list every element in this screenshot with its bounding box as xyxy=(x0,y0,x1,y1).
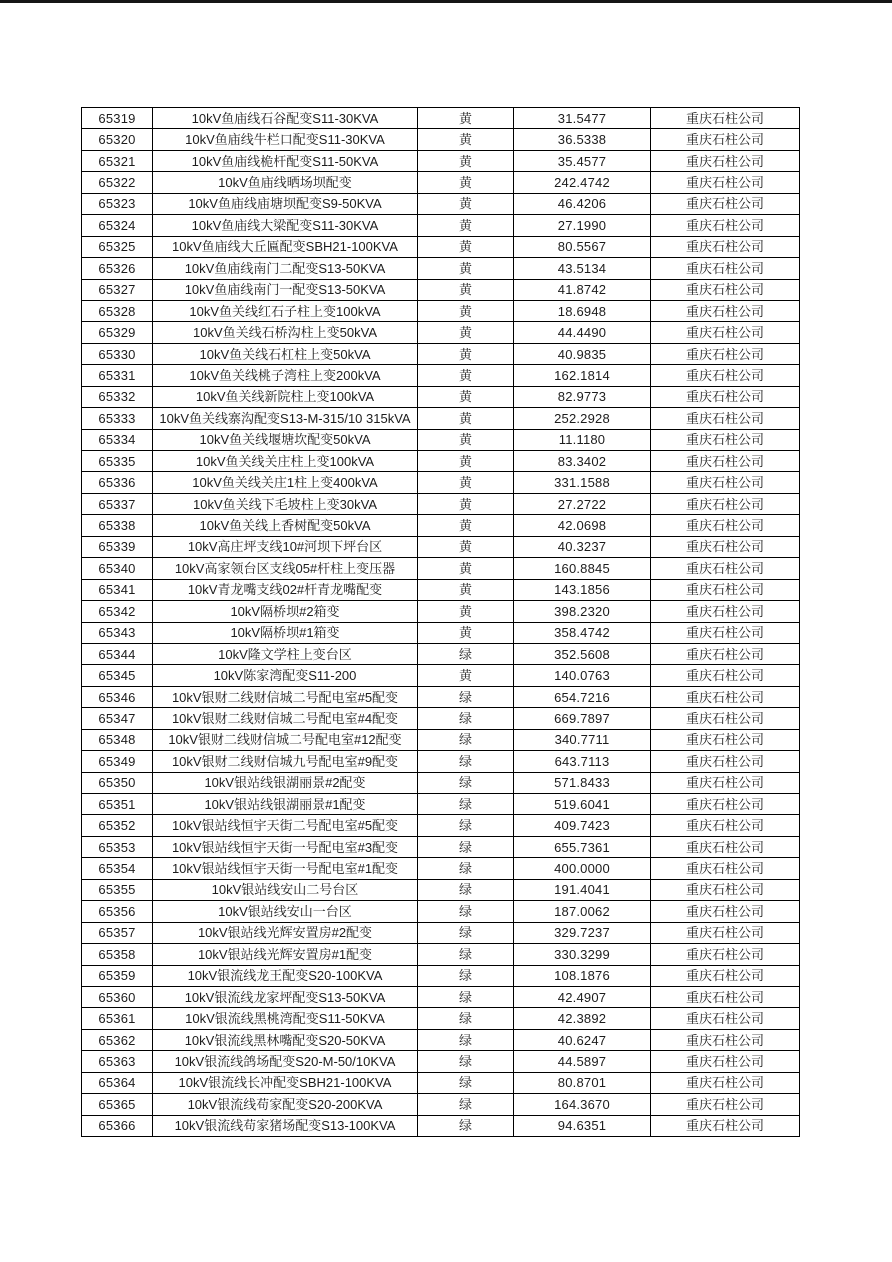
cell-id: 65348 xyxy=(82,729,153,750)
cell-id: 65347 xyxy=(82,708,153,729)
cell-name: 10kV鱼关线红石子柱上变100kVA xyxy=(153,300,418,321)
cell-value: 82.9773 xyxy=(514,386,651,407)
cell-company: 重庆石柱公司 xyxy=(651,365,800,386)
cell-status: 黄 xyxy=(418,451,514,472)
table-row xyxy=(82,193,800,214)
cell-value: 41.8742 xyxy=(514,279,651,300)
table-row xyxy=(82,300,800,321)
cell-id: 65343 xyxy=(82,622,153,643)
cell-company: 重庆石柱公司 xyxy=(651,901,800,922)
table-row xyxy=(82,429,800,450)
cell-name: 10kV鱼关线堰塘坎配变50kVA xyxy=(153,429,418,450)
cell-name: 10kV鱼关线石桥沟柱上变50kVA xyxy=(153,322,418,343)
table-row xyxy=(82,558,800,579)
cell-id: 65320 xyxy=(82,129,153,150)
cell-id: 65346 xyxy=(82,686,153,707)
cell-name: 10kV鱼庙线大梁配变S11-30KVA xyxy=(153,215,418,236)
cell-value: 519.6041 xyxy=(514,794,651,815)
cell-id: 65355 xyxy=(82,879,153,900)
cell-name: 10kV隆文学柱上变台区 xyxy=(153,643,418,664)
cell-status: 黄 xyxy=(418,150,514,171)
cell-id: 65356 xyxy=(82,901,153,922)
cell-value: 94.6351 xyxy=(514,1115,651,1136)
cell-value: 27.1990 xyxy=(514,215,651,236)
cell-company: 重庆石柱公司 xyxy=(651,215,800,236)
cell-name: 10kV银流线苟家配变S20-200KVA xyxy=(153,1094,418,1115)
table-row xyxy=(82,794,800,815)
table-row xyxy=(82,622,800,643)
cell-value: 43.5134 xyxy=(514,258,651,279)
cell-company: 重庆石柱公司 xyxy=(651,751,800,772)
cell-value: 40.9835 xyxy=(514,343,651,364)
cell-status: 黄 xyxy=(418,236,514,257)
cell-id: 65363 xyxy=(82,1051,153,1072)
cell-status: 黄 xyxy=(418,536,514,557)
cell-status: 绿 xyxy=(418,1008,514,1029)
cell-status: 黄 xyxy=(418,472,514,493)
cell-company: 重庆石柱公司 xyxy=(651,236,800,257)
cell-company: 重庆石柱公司 xyxy=(651,558,800,579)
table-row xyxy=(82,1094,800,1115)
cell-status: 黄 xyxy=(418,258,514,279)
cell-id: 65362 xyxy=(82,1029,153,1050)
cell-name: 10kV银流线苟家猪场配变S13-100KVA xyxy=(153,1115,418,1136)
cell-company: 重庆石柱公司 xyxy=(651,922,800,943)
cell-name: 10kV鱼庙线大丘匾配变SBH21-100KVA xyxy=(153,236,418,257)
cell-company: 重庆石柱公司 xyxy=(651,708,800,729)
cell-company: 重庆石柱公司 xyxy=(651,815,800,836)
cell-company: 重庆石柱公司 xyxy=(651,858,800,879)
cell-id: 65340 xyxy=(82,558,153,579)
cell-company: 重庆石柱公司 xyxy=(651,1072,800,1093)
cell-status: 绿 xyxy=(418,836,514,857)
cell-name: 10kV银流线龙王配变S20-100KVA xyxy=(153,965,418,986)
cell-value: 164.3670 xyxy=(514,1094,651,1115)
table-row xyxy=(82,815,800,836)
cell-value: 31.5477 xyxy=(514,108,651,129)
cell-value: 36.5338 xyxy=(514,129,651,150)
cell-status: 绿 xyxy=(418,922,514,943)
cell-company: 重庆石柱公司 xyxy=(651,322,800,343)
cell-company: 重庆石柱公司 xyxy=(651,172,800,193)
cell-value: 252.2928 xyxy=(514,408,651,429)
cell-id: 65329 xyxy=(82,322,153,343)
cell-status: 黄 xyxy=(418,322,514,343)
cell-name: 10kV银流线龙家坪配变S13-50KVA xyxy=(153,986,418,1007)
cell-id: 65322 xyxy=(82,172,153,193)
cell-id: 65364 xyxy=(82,1072,153,1093)
cell-status: 绿 xyxy=(418,1072,514,1093)
cell-name: 10kV鱼庙线南门一配变S13-50KVA xyxy=(153,279,418,300)
cell-status: 黄 xyxy=(418,429,514,450)
table-row xyxy=(82,729,800,750)
table-row xyxy=(82,172,800,193)
table-row xyxy=(82,901,800,922)
cell-name: 10kV鱼关线关庄柱上变100kVA xyxy=(153,451,418,472)
cell-company: 重庆石柱公司 xyxy=(651,686,800,707)
table-row xyxy=(82,1115,800,1136)
cell-id: 65351 xyxy=(82,794,153,815)
cell-id: 65350 xyxy=(82,772,153,793)
cell-id: 65333 xyxy=(82,408,153,429)
table-row xyxy=(82,365,800,386)
cell-status: 绿 xyxy=(418,901,514,922)
cell-id: 65360 xyxy=(82,986,153,1007)
cell-name: 10kV陈家湾配变S11-200 xyxy=(153,665,418,686)
cell-status: 黄 xyxy=(418,408,514,429)
cell-company: 重庆石柱公司 xyxy=(651,986,800,1007)
cell-company: 重庆石柱公司 xyxy=(651,108,800,129)
cell-status: 绿 xyxy=(418,986,514,1007)
cell-status: 黄 xyxy=(418,365,514,386)
cell-status: 绿 xyxy=(418,879,514,900)
cell-value: 162.1814 xyxy=(514,365,651,386)
table-row xyxy=(82,451,800,472)
cell-id: 65365 xyxy=(82,1094,153,1115)
cell-value: 331.1588 xyxy=(514,472,651,493)
cell-status: 绿 xyxy=(418,944,514,965)
cell-company: 重庆石柱公司 xyxy=(651,836,800,857)
cell-name: 10kV银流线黑桃湾配变S11-50KVA xyxy=(153,1008,418,1029)
cell-id: 65359 xyxy=(82,965,153,986)
cell-value: 35.4577 xyxy=(514,150,651,171)
cell-name: 10kV隔桥坝#2箱变 xyxy=(153,601,418,622)
cell-value: 80.5567 xyxy=(514,236,651,257)
cell-company: 重庆石柱公司 xyxy=(651,472,800,493)
cell-status: 绿 xyxy=(418,1094,514,1115)
cell-status: 绿 xyxy=(418,1051,514,1072)
cell-name: 10kV隔桥坝#1箱变 xyxy=(153,622,418,643)
table-row xyxy=(82,643,800,664)
table-row xyxy=(82,579,800,600)
cell-id: 65352 xyxy=(82,815,153,836)
cell-status: 黄 xyxy=(418,172,514,193)
cell-company: 重庆石柱公司 xyxy=(651,965,800,986)
cell-id: 65330 xyxy=(82,343,153,364)
cell-status: 绿 xyxy=(418,772,514,793)
cell-status: 绿 xyxy=(418,708,514,729)
table-row xyxy=(82,836,800,857)
cell-company: 重庆石柱公司 xyxy=(651,300,800,321)
cell-id: 65326 xyxy=(82,258,153,279)
cell-value: 571.8433 xyxy=(514,772,651,793)
cell-id: 65331 xyxy=(82,365,153,386)
cell-company: 重庆石柱公司 xyxy=(651,1029,800,1050)
cell-value: 242.4742 xyxy=(514,172,651,193)
cell-id: 65327 xyxy=(82,279,153,300)
cell-id: 65332 xyxy=(82,386,153,407)
cell-id: 65344 xyxy=(82,643,153,664)
cell-id: 65337 xyxy=(82,493,153,514)
cell-name: 10kV鱼庙线庙塘坝配变S9-50KVA xyxy=(153,193,418,214)
cell-value: 44.4490 xyxy=(514,322,651,343)
cell-value: 187.0062 xyxy=(514,901,651,922)
cell-id: 65323 xyxy=(82,193,153,214)
table-row xyxy=(82,1029,800,1050)
cell-company: 重庆石柱公司 xyxy=(651,258,800,279)
cell-name: 10kV鱼庙线南门二配变S13-50KVA xyxy=(153,258,418,279)
cell-value: 18.6948 xyxy=(514,300,651,321)
cell-company: 重庆石柱公司 xyxy=(651,515,800,536)
cell-value: 160.8845 xyxy=(514,558,651,579)
cell-name: 10kV银站线恒宇天街一号配电室#1配变 xyxy=(153,858,418,879)
cell-status: 黄 xyxy=(418,343,514,364)
cell-name: 10kV银流线长冲配变SBH21-100KVA xyxy=(153,1072,418,1093)
table-row xyxy=(82,515,800,536)
cell-id: 65319 xyxy=(82,108,153,129)
cell-value: 44.5897 xyxy=(514,1051,651,1072)
cell-value: 40.3237 xyxy=(514,536,651,557)
cell-name: 10kV银流线鸽场配变S20-M-50/10KVA xyxy=(153,1051,418,1072)
cell-status: 黄 xyxy=(418,515,514,536)
cell-company: 重庆石柱公司 xyxy=(651,279,800,300)
cell-name: 10kV鱼庙线晒场坝配变 xyxy=(153,172,418,193)
table-row xyxy=(82,343,800,364)
table-row xyxy=(82,686,800,707)
cell-name: 10kV银站线恒宇天街二号配电室#5配变 xyxy=(153,815,418,836)
table-row xyxy=(82,279,800,300)
cell-status: 绿 xyxy=(418,643,514,664)
data-table-body xyxy=(82,108,800,1137)
cell-value: 398.2320 xyxy=(514,601,651,622)
cell-name: 10kV鱼关线上香树配变50kVA xyxy=(153,515,418,536)
table-row xyxy=(82,1072,800,1093)
cell-name: 10kV鱼关线寨沟配变S13-M-315/10 315kVA xyxy=(153,408,418,429)
cell-status: 黄 xyxy=(418,558,514,579)
cell-name: 10kV青龙嘴支线02#杆青龙嘴配变 xyxy=(153,579,418,600)
cell-status: 绿 xyxy=(418,794,514,815)
cell-status: 黄 xyxy=(418,215,514,236)
cell-company: 重庆石柱公司 xyxy=(651,643,800,664)
table-row xyxy=(82,1051,800,1072)
cell-status: 黄 xyxy=(418,279,514,300)
cell-status: 黄 xyxy=(418,493,514,514)
cell-company: 重庆石柱公司 xyxy=(651,493,800,514)
cell-name: 10kV银站线银湖丽景#1配变 xyxy=(153,794,418,815)
cell-name: 10kV银站线恒宇天街一号配电室#3配变 xyxy=(153,836,418,857)
cell-status: 黄 xyxy=(418,129,514,150)
cell-value: 340.7711 xyxy=(514,729,651,750)
cell-name: 10kV鱼关线关庄1柱上变400kVA xyxy=(153,472,418,493)
cell-id: 65358 xyxy=(82,944,153,965)
cell-status: 绿 xyxy=(418,751,514,772)
cell-id: 65338 xyxy=(82,515,153,536)
cell-name: 10kV高庄坪支线10#河坝下坪台区 xyxy=(153,536,418,557)
cell-value: 42.3892 xyxy=(514,1008,651,1029)
cell-name: 10kV鱼关线石杠柱上变50kVA xyxy=(153,343,418,364)
cell-value: 655.7361 xyxy=(514,836,651,857)
cell-value: 80.8701 xyxy=(514,1072,651,1093)
cell-value: 409.7423 xyxy=(514,815,651,836)
cell-name: 10kV银站线光辉安置房#1配变 xyxy=(153,944,418,965)
cell-value: 654.7216 xyxy=(514,686,651,707)
table-row xyxy=(82,879,800,900)
transformer-data-table xyxy=(81,107,800,1137)
cell-company: 重庆石柱公司 xyxy=(651,794,800,815)
cell-company: 重庆石柱公司 xyxy=(651,1094,800,1115)
table-row xyxy=(82,408,800,429)
cell-name: 10kV鱼庙线桅杆配变S11-50KVA xyxy=(153,150,418,171)
table-row xyxy=(82,150,800,171)
cell-name: 10kV银流线黑林嘴配变S20-50KVA xyxy=(153,1029,418,1050)
cell-company: 重庆石柱公司 xyxy=(651,622,800,643)
cell-status: 黄 xyxy=(418,622,514,643)
cell-name: 10kV高家领台区支线05#杆柱上变压器 xyxy=(153,558,418,579)
cell-value: 643.7113 xyxy=(514,751,651,772)
cell-company: 重庆石柱公司 xyxy=(651,408,800,429)
cell-status: 黄 xyxy=(418,579,514,600)
cell-id: 65328 xyxy=(82,300,153,321)
cell-value: 143.1856 xyxy=(514,579,651,600)
table-row xyxy=(82,236,800,257)
table-row xyxy=(82,772,800,793)
cell-id: 65325 xyxy=(82,236,153,257)
cell-value: 400.0000 xyxy=(514,858,651,879)
cell-id: 65345 xyxy=(82,665,153,686)
cell-name: 10kV鱼庙线石谷配变S11-30KVA xyxy=(153,108,418,129)
table-row xyxy=(82,536,800,557)
cell-company: 重庆石柱公司 xyxy=(651,772,800,793)
cell-value: 27.2722 xyxy=(514,493,651,514)
cell-value: 40.6247 xyxy=(514,1029,651,1050)
cell-value: 46.4206 xyxy=(514,193,651,214)
cell-name: 10kV银站线银湖丽景#2配变 xyxy=(153,772,418,793)
cell-status: 绿 xyxy=(418,1029,514,1050)
cell-status: 黄 xyxy=(418,193,514,214)
cell-company: 重庆石柱公司 xyxy=(651,536,800,557)
cell-name: 10kV银财二线财信城二号配电室#12配变 xyxy=(153,729,418,750)
cell-id: 65341 xyxy=(82,579,153,600)
cell-name: 10kV鱼庙线牛栏口配变S11-30KVA xyxy=(153,129,418,150)
cell-company: 重庆石柱公司 xyxy=(651,429,800,450)
cell-status: 黄 xyxy=(418,300,514,321)
cell-value: 11.1180 xyxy=(514,429,651,450)
cell-status: 绿 xyxy=(418,858,514,879)
cell-name: 10kV银财二线财信城二号配电室#4配变 xyxy=(153,708,418,729)
table-row xyxy=(82,215,800,236)
cell-value: 191.4041 xyxy=(514,879,651,900)
cell-name: 10kV银财二线财信城九号配电室#9配变 xyxy=(153,751,418,772)
table-row xyxy=(82,322,800,343)
table-row xyxy=(82,108,800,129)
table-row xyxy=(82,751,800,772)
cell-status: 绿 xyxy=(418,965,514,986)
table-row xyxy=(82,129,800,150)
cell-status: 绿 xyxy=(418,686,514,707)
cell-id: 65321 xyxy=(82,150,153,171)
table-row xyxy=(82,472,800,493)
table-row xyxy=(82,965,800,986)
cell-id: 65353 xyxy=(82,836,153,857)
cell-name: 10kV鱼关线新院柱上变100kVA xyxy=(153,386,418,407)
cell-company: 重庆石柱公司 xyxy=(651,665,800,686)
cell-status: 绿 xyxy=(418,815,514,836)
table-row xyxy=(82,258,800,279)
cell-name: 10kV银站线光辉安置房#2配变 xyxy=(153,922,418,943)
cell-value: 108.1876 xyxy=(514,965,651,986)
cell-value: 140.0763 xyxy=(514,665,651,686)
cell-id: 65357 xyxy=(82,922,153,943)
cell-id: 65361 xyxy=(82,1008,153,1029)
table-row xyxy=(82,986,800,1007)
cell-company: 重庆石柱公司 xyxy=(651,1051,800,1072)
cell-company: 重庆石柱公司 xyxy=(651,1115,800,1136)
cell-id: 65334 xyxy=(82,429,153,450)
cell-status: 黄 xyxy=(418,108,514,129)
table-row xyxy=(82,493,800,514)
cell-value: 83.3402 xyxy=(514,451,651,472)
cell-id: 65335 xyxy=(82,451,153,472)
cell-name: 10kV银站线安山一台区 xyxy=(153,901,418,922)
table-row xyxy=(82,944,800,965)
cell-company: 重庆石柱公司 xyxy=(651,193,800,214)
cell-id: 65324 xyxy=(82,215,153,236)
cell-company: 重庆石柱公司 xyxy=(651,451,800,472)
cell-value: 42.4907 xyxy=(514,986,651,1007)
cell-id: 65349 xyxy=(82,751,153,772)
table-row xyxy=(82,922,800,943)
table-row xyxy=(82,708,800,729)
top-edge-line xyxy=(0,0,892,3)
cell-company: 重庆石柱公司 xyxy=(651,579,800,600)
cell-company: 重庆石柱公司 xyxy=(651,879,800,900)
cell-id: 65366 xyxy=(82,1115,153,1136)
cell-company: 重庆石柱公司 xyxy=(651,386,800,407)
table-row xyxy=(82,601,800,622)
cell-company: 重庆石柱公司 xyxy=(651,944,800,965)
cell-status: 绿 xyxy=(418,729,514,750)
cell-value: 358.4742 xyxy=(514,622,651,643)
table-row xyxy=(82,858,800,879)
cell-status: 黄 xyxy=(418,601,514,622)
table-row xyxy=(82,1008,800,1029)
cell-value: 352.5608 xyxy=(514,643,651,664)
cell-value: 329.7237 xyxy=(514,922,651,943)
cell-company: 重庆石柱公司 xyxy=(651,601,800,622)
cell-company: 重庆石柱公司 xyxy=(651,1008,800,1029)
cell-value: 330.3299 xyxy=(514,944,651,965)
cell-id: 65354 xyxy=(82,858,153,879)
cell-company: 重庆石柱公司 xyxy=(651,343,800,364)
cell-id: 65336 xyxy=(82,472,153,493)
cell-value: 42.0698 xyxy=(514,515,651,536)
cell-name: 10kV鱼关线下毛坡柱上变30kVA xyxy=(153,493,418,514)
cell-id: 65339 xyxy=(82,536,153,557)
cell-company: 重庆石柱公司 xyxy=(651,729,800,750)
table-row xyxy=(82,665,800,686)
cell-id: 65342 xyxy=(82,601,153,622)
cell-company: 重庆石柱公司 xyxy=(651,129,800,150)
cell-status: 黄 xyxy=(418,386,514,407)
table-row xyxy=(82,386,800,407)
cell-status: 黄 xyxy=(418,665,514,686)
cell-value: 669.7897 xyxy=(514,708,651,729)
cell-company: 重庆石柱公司 xyxy=(651,150,800,171)
cell-name: 10kV银站线安山二号台区 xyxy=(153,879,418,900)
cell-name: 10kV银财二线财信城二号配电室#5配变 xyxy=(153,686,418,707)
cell-status: 绿 xyxy=(418,1115,514,1136)
cell-name: 10kV鱼关线桃子湾柱上变200kVA xyxy=(153,365,418,386)
